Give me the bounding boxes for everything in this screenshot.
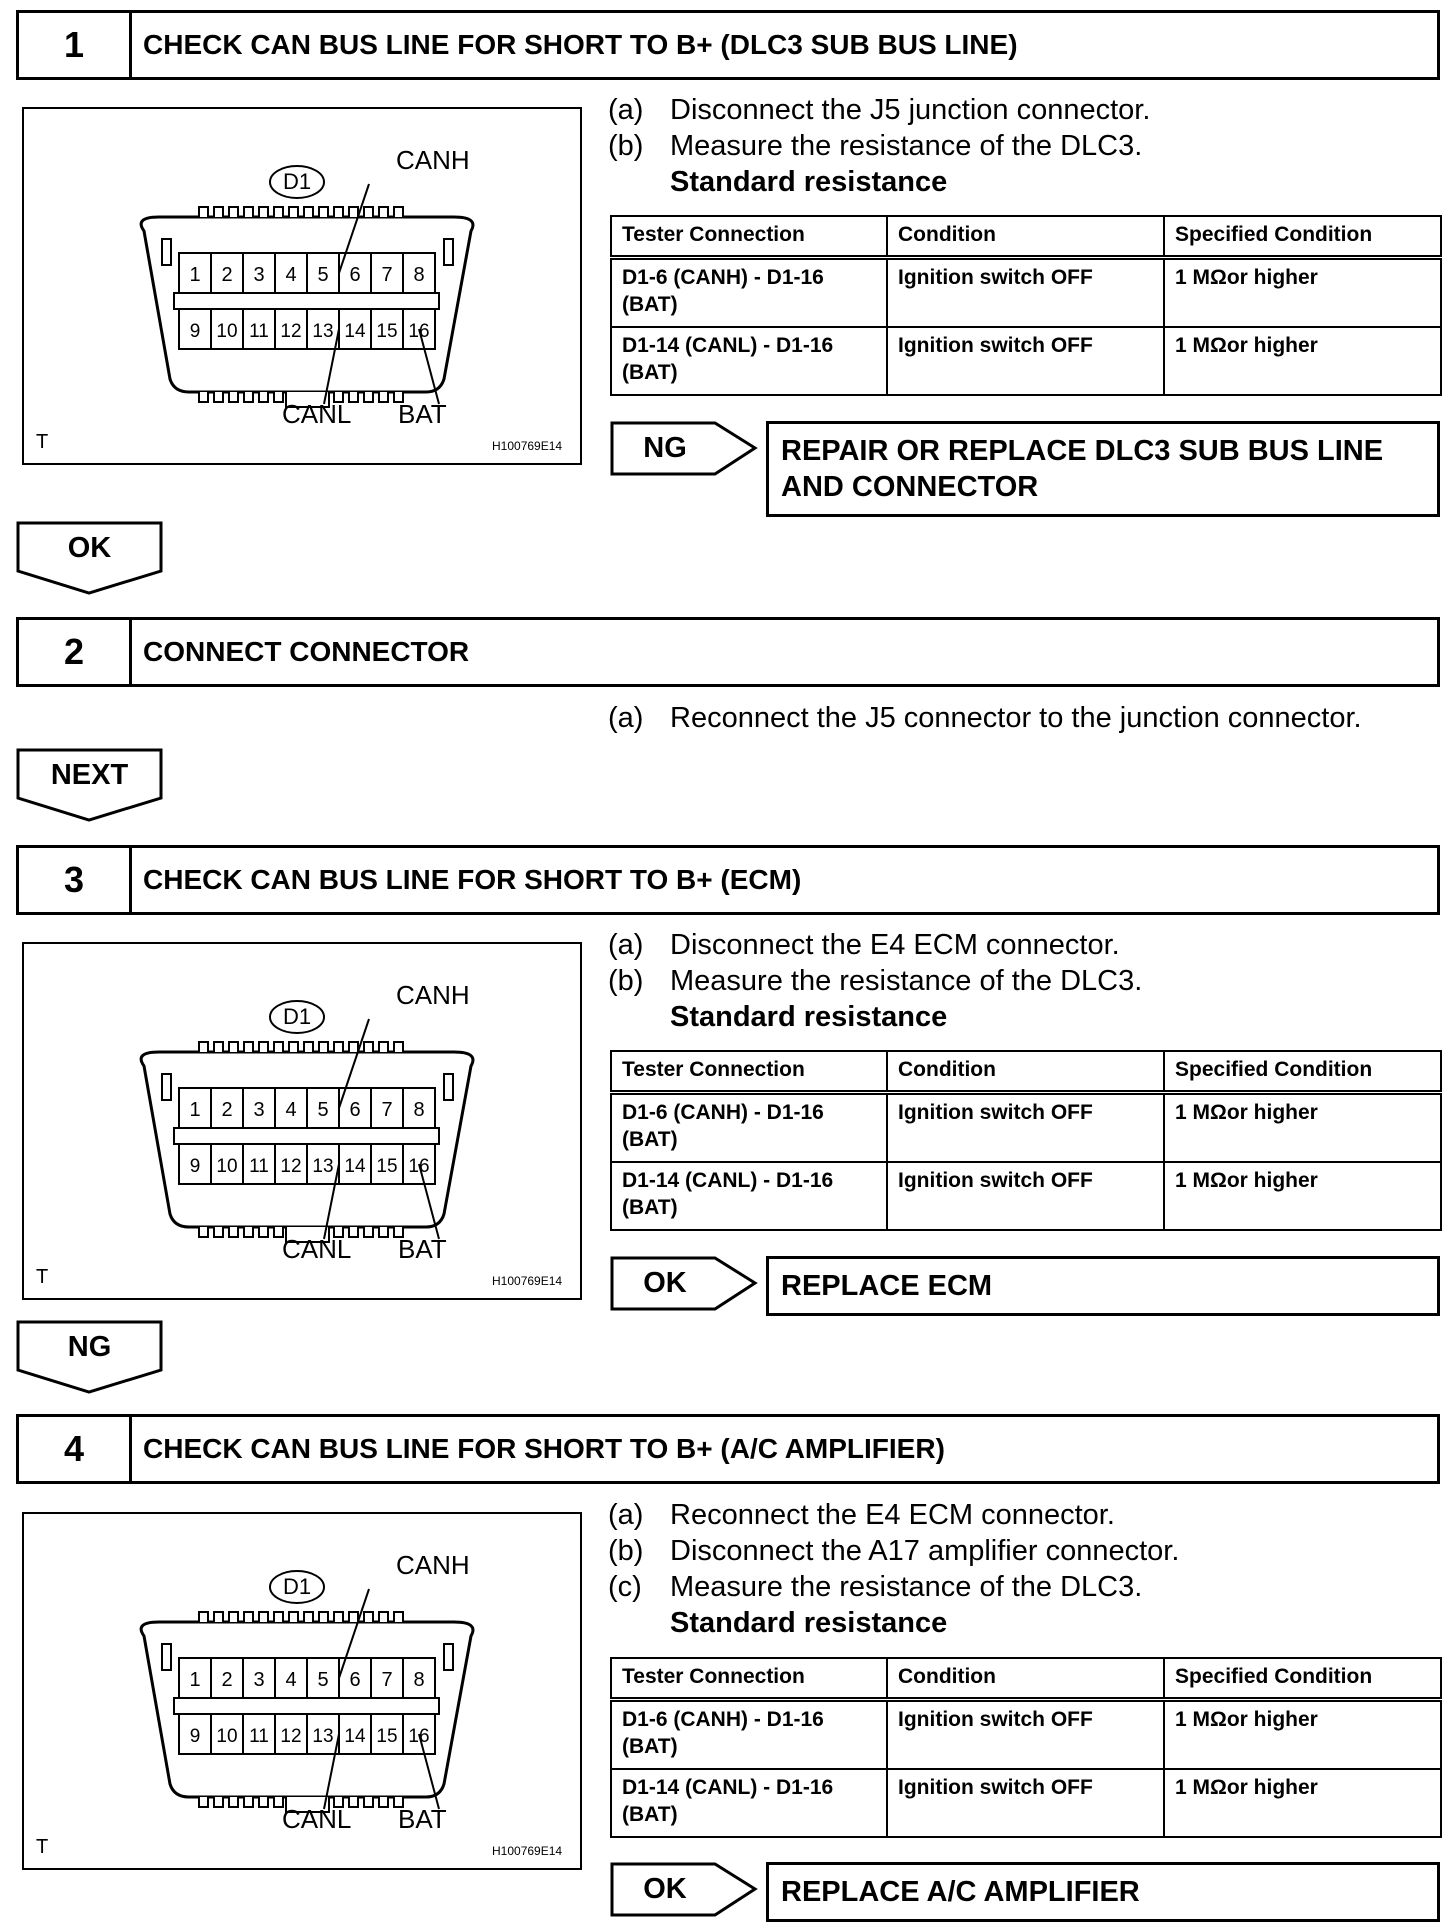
pin-number: 11 (249, 321, 269, 342)
canh-label: CANH (396, 980, 470, 1010)
table-cell: 1 MΩor higher (1164, 1093, 1441, 1163)
pin-number: 12 (280, 321, 302, 342)
pin-number: 12 (280, 1726, 302, 1747)
pin-number: 7 (381, 1669, 393, 1691)
result-text: REPAIR OR REPLACE DLC3 SUB BUS LINE AND CONNECTOR (781, 435, 1384, 503)
instruction-item: (a) Disconnect the J5 junction connector. (608, 94, 1151, 126)
pin-number: 7 (381, 264, 393, 286)
dlc3-connector-figure (22, 1512, 582, 1870)
step-4-instructions (608, 1497, 1438, 1641)
bat-label: BAT (398, 399, 447, 429)
table-cell: Ignition switch OFF (887, 258, 1164, 328)
ng-right-arrow (610, 421, 758, 476)
column-header: Specified Condition (1164, 216, 1441, 258)
pin-number: 12 (280, 1156, 302, 1177)
pin-number: 3 (253, 264, 265, 286)
table-row (611, 1700, 1441, 1770)
column-header: Tester Connection (611, 1051, 887, 1093)
arrow-label: NEXT (50, 758, 129, 791)
figure-code: H100769E14 (492, 439, 563, 453)
pin-number: 9 (189, 321, 201, 342)
table-cell: Ignition switch OFF (887, 1093, 1164, 1163)
instruction-item: (a) Reconnect the J5 connector to the junction connector. (608, 702, 1362, 734)
bat-label: BAT (398, 1234, 447, 1264)
pin-number: 10 (216, 321, 238, 342)
pin-number: 14 (344, 321, 366, 342)
step-number: 4 (19, 1417, 132, 1481)
step-2-instructions (608, 700, 1438, 736)
pin-number: 13 (312, 1726, 334, 1747)
table-cell: D1-6 (CANH) - D1-16 (BAT) (611, 258, 887, 328)
step-2-header (16, 617, 1440, 687)
pin-number: 14 (344, 1726, 366, 1747)
next-down-arrow (16, 748, 163, 822)
pin-number: 15 (376, 321, 398, 342)
connector-id: D1 (282, 169, 312, 194)
pin-number: 16 (408, 321, 430, 342)
standard-resistance-label: Standard resistance (670, 1607, 948, 1639)
arrow-label: OK (643, 1267, 687, 1299)
ok-down-arrow (16, 521, 163, 595)
pin-number: 8 (413, 1099, 425, 1121)
column-header: Condition (887, 1658, 1164, 1700)
instruction-item: (b) Measure the resistance of the DLC3. (608, 130, 1143, 162)
arrow-label: NG (67, 1330, 112, 1363)
step-title: CONNECT CONNECTOR (143, 636, 470, 667)
table-header-row (611, 1658, 1441, 1700)
ng-down-arrow (16, 1320, 163, 1394)
canh-label: CANH (396, 1550, 470, 1580)
bat-label: BAT (398, 1804, 447, 1834)
table-cell: Ignition switch OFF (887, 1700, 1164, 1770)
pin-number: 15 (376, 1726, 398, 1747)
pin-number: 4 (285, 264, 297, 286)
pin-number: 2 (221, 1669, 233, 1691)
table-header-row (611, 216, 1441, 258)
pin-number: 15 (376, 1156, 398, 1177)
table-cell: Ignition switch OFF (887, 327, 1164, 395)
table-header-row (611, 1051, 1441, 1093)
step-4-header (16, 1414, 1440, 1484)
arrow-label: OK (67, 531, 112, 564)
pin-number: 4 (285, 1669, 297, 1691)
dlc3-connector-figure (22, 107, 582, 465)
pin-number: 9 (189, 1726, 201, 1747)
table-cell: D1-6 (CANH) - D1-16 (BAT) (611, 1093, 887, 1163)
canh-label: CANH (396, 145, 470, 175)
pin-number: 7 (381, 1099, 393, 1121)
step-title: CHECK CAN BUS LINE FOR SHORT TO B+ (A/C AMPLIFIER) (143, 1433, 945, 1464)
pin-number: 3 (253, 1099, 265, 1121)
table-cell: Ignition switch OFF (887, 1162, 1164, 1230)
instruction-item: (a) Disconnect the E4 ECM connector. (608, 929, 1120, 961)
pin-number: 6 (349, 1099, 361, 1121)
connector-id: D1 (282, 1004, 312, 1029)
table-cell: 1 MΩor higher (1164, 258, 1441, 328)
corner-mark: T (36, 1266, 49, 1288)
table-row (611, 258, 1441, 328)
pin-number: 13 (312, 321, 334, 342)
resistance-table (610, 1657, 1442, 1838)
step-3-instructions (608, 927, 1438, 1035)
pin-number: 5 (317, 264, 329, 286)
column-header: Tester Connection (611, 216, 887, 258)
repair-result-box (766, 421, 1440, 517)
pin-number: 9 (189, 1156, 201, 1177)
table-cell: D1-14 (CANL) - D1-16 (BAT) (611, 327, 887, 395)
figure-code: H100769E14 (492, 1844, 563, 1858)
pin-number: 2 (221, 1099, 233, 1121)
step-number: 1 (19, 13, 132, 77)
resistance-table (610, 1050, 1442, 1231)
corner-mark: T (36, 1836, 49, 1858)
resistance-table (610, 215, 1442, 396)
pin-number: 14 (344, 1156, 366, 1177)
connector-id: D1 (282, 1574, 312, 1599)
column-header: Condition (887, 216, 1164, 258)
standard-resistance-label: Standard resistance (670, 166, 948, 198)
column-header: Specified Condition (1164, 1051, 1441, 1093)
table-cell: 1 MΩor higher (1164, 1700, 1441, 1770)
table-cell: 1 MΩor higher (1164, 327, 1441, 395)
table-cell: Ignition switch OFF (887, 1769, 1164, 1837)
canl-label: CANL (282, 1804, 352, 1834)
step-title: CHECK CAN BUS LINE FOR SHORT TO B+ (ECM) (143, 864, 802, 895)
pin-number: 8 (413, 1669, 425, 1691)
pin-number: 1 (189, 264, 201, 286)
instruction-item: (b) Disconnect the A17 amplifier connector. (608, 1535, 1180, 1567)
arrow-label: OK (643, 1873, 687, 1905)
pin-number: 5 (317, 1099, 329, 1121)
table-row (611, 327, 1441, 395)
pin-number: 1 (189, 1669, 201, 1691)
pin-number: 4 (285, 1099, 297, 1121)
pin-number: 3 (253, 1669, 265, 1691)
column-header: Specified Condition (1164, 1658, 1441, 1700)
standard-resistance-label: Standard resistance (670, 1001, 948, 1033)
table-cell: D1-14 (CANL) - D1-16 (BAT) (611, 1769, 887, 1837)
canl-label: CANL (282, 399, 352, 429)
replace-amplifier-box (766, 1862, 1440, 1922)
step-1-instructions (608, 92, 1438, 200)
instruction-item: (a) Reconnect the E4 ECM connector. (608, 1499, 1115, 1531)
step-3-header (16, 845, 1440, 915)
step-number: 2 (19, 620, 132, 684)
result-text: REPLACE A/C AMPLIFIER (781, 1876, 1140, 1908)
table-row (611, 1093, 1441, 1163)
figure-code: H100769E14 (492, 1274, 563, 1288)
pin-number: 11 (249, 1156, 269, 1177)
corner-mark: T (36, 431, 49, 453)
pin-number: 8 (413, 264, 425, 286)
replace-ecm-box (766, 1256, 1440, 1316)
pin-number: 2 (221, 264, 233, 286)
dlc3-connector-figure (22, 942, 582, 1300)
pin-number: 6 (349, 1669, 361, 1691)
table-row (611, 1769, 1441, 1837)
pin-number: 1 (189, 1099, 201, 1121)
pin-number: 6 (349, 264, 361, 286)
step-1-header (16, 10, 1440, 80)
pin-number: 10 (216, 1726, 238, 1747)
pin-number: 11 (249, 1726, 269, 1747)
instruction-item: (b) Measure the resistance of the DLC3. (608, 965, 1143, 997)
column-header: Condition (887, 1051, 1164, 1093)
pin-number: 16 (408, 1156, 430, 1177)
pin-number: 5 (317, 1669, 329, 1691)
ok-right-arrow (610, 1862, 758, 1917)
step-title: CHECK CAN BUS LINE FOR SHORT TO B+ (DLC3 SUB BUS LINE) (143, 29, 1018, 60)
table-cell: D1-14 (CANL) - D1-16 (BAT) (611, 1162, 887, 1230)
result-text: REPLACE ECM (781, 1270, 993, 1302)
table-cell: 1 MΩor higher (1164, 1769, 1441, 1837)
ok-right-arrow (610, 1256, 758, 1311)
step-number: 3 (19, 848, 132, 912)
arrow-label: NG (643, 432, 687, 464)
pin-number: 10 (216, 1156, 238, 1177)
column-header: Tester Connection (611, 1658, 887, 1700)
pin-number: 13 (312, 1156, 334, 1177)
canl-label: CANL (282, 1234, 352, 1264)
pin-number: 16 (408, 1726, 430, 1747)
table-row (611, 1162, 1441, 1230)
table-cell: D1-6 (CANH) - D1-16 (BAT) (611, 1700, 887, 1770)
table-cell: 1 MΩor higher (1164, 1162, 1441, 1230)
instruction-item: (c) Measure the resistance of the DLC3. (608, 1571, 1143, 1603)
